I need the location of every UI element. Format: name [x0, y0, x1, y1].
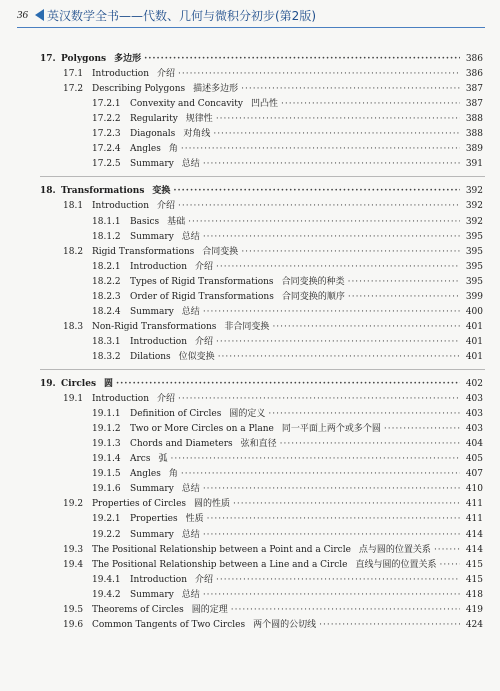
toc-entry-title: Non-Rigid Transformations — [92, 321, 217, 332]
toc-entry[interactable] — [0, 157, 500, 172]
toc-entry-page: 415 — [465, 559, 483, 570]
toc-entry[interactable] — [0, 350, 500, 365]
toc-entry[interactable] — [0, 142, 500, 157]
dot-leader — [319, 618, 460, 633]
toc-entry[interactable] — [0, 588, 500, 603]
toc-entry-number: 17. — [40, 54, 56, 64]
dot-leader — [281, 97, 460, 112]
toc-entry-page: 395 — [465, 231, 483, 242]
dot-leader — [144, 52, 460, 67]
toc-entry-title-zh: 介绍 — [157, 394, 176, 405]
toc-entry-number: 19.4.1 — [92, 574, 121, 585]
toc-entry[interactable] — [0, 127, 500, 142]
toc-entry-title-zh: 位似变换 — [178, 351, 215, 362]
toc-entry-title-zh: 规律性 — [185, 114, 213, 125]
toc-entry-number: 17.2.3 — [92, 129, 121, 140]
toc-entry-title: Summary — [130, 589, 174, 600]
toc-entry-title: Theorems of Circles — [92, 604, 184, 615]
toc-entry-number: 19.1 — [63, 394, 84, 405]
toc-entry-number: 18.2 — [63, 246, 84, 257]
dot-leader — [203, 482, 460, 497]
toc-entry-number: 19.2.1 — [92, 514, 121, 525]
toc-entry-number: 19.1.5 — [92, 469, 121, 480]
toc-entry[interactable] — [0, 452, 500, 467]
toc-entry-title: Introduction — [130, 336, 187, 347]
toc-entry-title: Summary — [130, 306, 174, 317]
toc-entry-page: 395 — [465, 246, 483, 257]
toc-entry-page: 403 — [465, 424, 483, 435]
toc-entry-title-zh: 凹凸性 — [250, 99, 278, 110]
dot-leader — [218, 350, 460, 365]
toc-entry-number: 19.1.3 — [92, 439, 121, 450]
dot-leader — [203, 588, 460, 603]
toc-entry-title-zh: 弦和直径 — [240, 439, 277, 450]
dot-leader — [231, 603, 460, 618]
dot-leader — [280, 437, 460, 452]
toc-entry-page: 410 — [465, 484, 483, 495]
toc-entry-page: 415 — [465, 574, 483, 585]
toc-entry-page: 391 — [465, 159, 483, 170]
dot-leader — [203, 305, 460, 320]
toc-entry-title: Introduction — [92, 69, 149, 80]
toc-entry-title: Diagonals — [130, 129, 176, 140]
toc-entry-title-zh: 两个圆的公切线 — [253, 619, 317, 630]
toc-entry[interactable] — [0, 377, 500, 392]
dot-leader — [216, 573, 460, 588]
toc-entry-number: 18.2.4 — [92, 306, 121, 317]
toc-entry-title-zh: 弧 — [158, 454, 168, 465]
toc-entry[interactable] — [0, 82, 500, 97]
toc-entry-page: 411 — [465, 499, 483, 510]
toc-entry[interactable] — [0, 482, 500, 497]
toc-entry-title-zh: 总结 — [181, 589, 200, 600]
toc-entry-title: The Positional Relationship between a Line and a Circle — [92, 559, 348, 570]
dot-leader — [241, 245, 460, 260]
toc-entry-page: 395 — [465, 276, 483, 287]
toc-entry-title: Chords and Diameters — [130, 439, 233, 450]
toc-entry[interactable] — [0, 97, 500, 112]
toc-entry[interactable] — [0, 260, 500, 275]
toc-entry-page: 403 — [465, 409, 483, 420]
toc-entry-number: 18.1 — [63, 201, 84, 212]
toc-entry-title-zh: 基础 — [167, 216, 186, 227]
dot-leader — [173, 184, 460, 199]
toc-entry-number: 18.2.1 — [92, 261, 121, 272]
header-rule — [17, 27, 485, 28]
toc-entry-title-zh: 合同变换的种类 — [281, 276, 345, 287]
dot-leader — [170, 452, 460, 467]
toc-entry-title: Common Tangents of Two Circles — [92, 619, 246, 630]
toc-entry-title: Definition of Circles — [130, 409, 222, 420]
toc-entry-page: 418 — [465, 589, 483, 600]
toc-entry-page: 403 — [465, 394, 483, 405]
toc-entry-page: 392 — [465, 186, 483, 197]
chapter-separator — [40, 176, 485, 177]
toc-entry[interactable] — [0, 245, 500, 260]
dot-leader — [203, 528, 460, 543]
toc-entry-number: 17.1 — [63, 69, 84, 80]
toc-entry[interactable] — [0, 392, 500, 407]
toc-entry-number: 17.2 — [63, 84, 84, 95]
toc-entry-title: Introduction — [130, 574, 187, 585]
toc-entry-title-zh: 描述多边形 — [193, 84, 239, 95]
toc-entry-number: 19.2.2 — [92, 529, 121, 540]
toc-entry-title: Summary — [130, 529, 174, 540]
toc-entry-title-zh: 非合同变换 — [224, 321, 270, 332]
toc-entry-title-zh: 圆的定理 — [191, 604, 228, 615]
toc-entry-page: 405 — [465, 454, 483, 465]
toc-entry-title: Summary — [130, 231, 174, 242]
toc-entry[interactable] — [0, 497, 500, 512]
dot-leader — [384, 422, 460, 437]
toc-entry-page: 401 — [465, 321, 483, 332]
dot-leader — [272, 320, 460, 335]
toc-entry-number: 19.1.4 — [92, 454, 121, 465]
toc-entry-page: 388 — [465, 129, 483, 140]
toc-entry-title: Rigid Transformations — [92, 246, 195, 257]
dot-leader — [434, 543, 460, 558]
toc-entry[interactable] — [0, 184, 500, 199]
running-header — [0, 0, 500, 34]
toc-entry-title-zh: 介绍 — [195, 261, 214, 272]
toc-entry-page: 414 — [465, 544, 483, 555]
toc-entry-number: 19.3 — [63, 544, 84, 555]
toc-entry-title-zh: 角 — [168, 469, 178, 480]
toc-entry[interactable] — [0, 512, 500, 527]
toc-entry[interactable] — [0, 290, 500, 305]
toc-entry-page: 388 — [465, 114, 483, 125]
toc-entry[interactable] — [0, 573, 500, 588]
dot-leader — [348, 275, 460, 290]
toc-entry[interactable] — [0, 112, 500, 127]
toc-entry-page: 404 — [465, 439, 483, 450]
toc-entry[interactable] — [0, 528, 500, 543]
toc-entry[interactable] — [0, 618, 500, 633]
toc-entry-number: 19.4.2 — [92, 589, 121, 600]
toc-entry-title-zh: 总结 — [181, 159, 200, 170]
toc-entry-number: 18.2.2 — [92, 276, 121, 287]
toc-entry[interactable] — [0, 437, 500, 452]
dot-leader — [188, 215, 460, 230]
toc-entry[interactable] — [0, 335, 500, 350]
toc-entry-title: Transformations — [61, 186, 145, 197]
toc-entry-page: 414 — [465, 529, 483, 540]
dot-leader — [216, 112, 460, 127]
toc-entry-page: 411 — [465, 514, 483, 525]
toc-entry-title: Introduction — [130, 261, 187, 272]
toc-entry-title-zh: 对角线 — [183, 129, 211, 140]
toc-entry-page: 387 — [465, 99, 483, 110]
book-title: 英汉数学全书——代数、几何与微积分初步(第2版) — [47, 9, 316, 23]
dot-leader — [203, 230, 460, 245]
toc-entry-number: 17.2.4 — [92, 144, 121, 155]
toc-entry[interactable] — [0, 275, 500, 290]
toc-entry-title: Types of Rigid Transformations — [130, 276, 274, 287]
toc-entry-title-zh: 角 — [168, 144, 178, 155]
toc-entry-title-zh: 总结 — [181, 529, 200, 540]
toc-entry-number: 19.1.6 — [92, 484, 121, 495]
toc-entry-page: 392 — [465, 216, 483, 227]
toc-entry-title-zh: 点与圆的位置关系 — [358, 544, 431, 555]
toc-entry-page: 407 — [465, 469, 483, 480]
dot-leader — [116, 377, 460, 392]
toc-entry-title-zh: 介绍 — [195, 336, 214, 347]
toc-entry-number: 19.5 — [63, 604, 84, 615]
toc-entry[interactable] — [0, 67, 500, 82]
toc-entry-title: Properties of Circles — [92, 499, 187, 510]
toc-entry-page: 402 — [465, 379, 483, 389]
toc-entry[interactable] — [0, 215, 500, 230]
dot-leader — [213, 127, 460, 142]
toc-entry-page: 400 — [465, 306, 483, 317]
toc-entry[interactable] — [0, 407, 500, 422]
toc-entry-page: 389 — [465, 144, 483, 155]
dot-leader — [181, 467, 460, 482]
dot-leader — [207, 512, 460, 527]
toc-entry-number: 18.3 — [63, 321, 84, 332]
dot-leader — [348, 290, 460, 305]
toc-entry[interactable] — [0, 199, 500, 214]
toc-entry-title: Summary — [130, 484, 174, 495]
toc-entry-title-zh: 介绍 — [195, 574, 214, 585]
toc-entry-number: 18. — [40, 186, 56, 197]
triangle-marker-icon — [35, 9, 44, 21]
toc-entry[interactable] — [0, 305, 500, 320]
toc-entry-number: 17.2.5 — [92, 159, 121, 170]
toc-entry-title: Polygons — [61, 54, 107, 64]
toc-entry-title-zh: 合同变换的顺序 — [281, 291, 345, 302]
toc-entry-title-zh: 性质 — [185, 514, 204, 525]
toc-entry-number: 18.2.3 — [92, 291, 121, 302]
toc-entry-page: 395 — [465, 261, 483, 272]
toc-entry-title: Describing Polygons — [92, 84, 186, 95]
toc-entry-title: Two or More Circles on a Plane — [130, 424, 274, 435]
toc-entry-number: 17.2.2 — [92, 114, 121, 125]
toc-entry-title: Arcs — [130, 454, 151, 465]
toc-entry-number: 17.2.1 — [92, 99, 121, 110]
toc-entry-page: 386 — [465, 69, 483, 80]
dot-leader — [216, 260, 460, 275]
toc-entry-number: 18.3.2 — [92, 351, 121, 362]
toc-entry-title-zh: 总结 — [181, 306, 200, 317]
toc-entry-title: Angles — [130, 144, 161, 155]
dot-leader — [178, 392, 460, 407]
toc-entry[interactable] — [0, 558, 500, 573]
dot-leader — [203, 157, 460, 172]
toc-entry-number: 19.4 — [63, 559, 84, 570]
toc-entry-page: 386 — [465, 54, 483, 64]
page-number: 36 — [17, 9, 28, 21]
toc-entry-title-zh: 总结 — [181, 484, 200, 495]
toc-entry[interactable] — [0, 320, 500, 335]
dot-leader — [268, 407, 460, 422]
toc-entry-title-zh: 圆 — [104, 379, 114, 389]
toc-entry-title: Dilations — [130, 351, 171, 362]
toc-entry[interactable] — [0, 543, 500, 558]
toc-entry-title: Basics — [130, 216, 160, 227]
toc-entry-title-zh: 变换 — [152, 186, 171, 197]
dot-leader — [233, 497, 460, 512]
toc-entry[interactable] — [0, 467, 500, 482]
toc-entry-page: 399 — [465, 291, 483, 302]
toc-entry-title-zh: 合同变换 — [202, 246, 239, 257]
toc-entry-title: Circles — [61, 379, 97, 389]
toc-entry-page: 401 — [465, 336, 483, 347]
toc-entry-title: Summary — [130, 159, 174, 170]
toc-entry-number: 19.6 — [63, 619, 84, 630]
toc-entry-title-zh: 圆的性质 — [194, 499, 231, 510]
toc-entry-title-zh: 圆的定义 — [229, 409, 266, 420]
toc-entry-title-zh: 同一平面上两个或多个圆 — [281, 424, 381, 435]
toc-entry-title-zh: 总结 — [181, 231, 200, 242]
toc-entry-page: 387 — [465, 84, 483, 95]
toc-entry-page: 401 — [465, 351, 483, 362]
toc-entry-page: 419 — [465, 604, 483, 615]
toc-entry[interactable] — [0, 422, 500, 437]
toc-entry-title: Introduction — [92, 394, 149, 405]
dot-leader — [181, 142, 460, 157]
toc-entry-title: Regularity — [130, 114, 178, 125]
toc-entry-title-zh: 直线与圆的位置关系 — [355, 559, 437, 570]
toc-entry-number: 19.1.1 — [92, 409, 121, 420]
dot-leader — [440, 558, 460, 573]
toc-entry-title: Order of Rigid Transformations — [130, 291, 274, 302]
toc-entry-title: Convexity and Concavity — [130, 99, 243, 110]
chapter-separator — [40, 369, 485, 370]
dot-leader — [216, 335, 460, 350]
toc-entry-number: 18.3.1 — [92, 336, 121, 347]
toc-entry-title-zh: 介绍 — [157, 201, 176, 212]
toc-entry[interactable] — [0, 230, 500, 245]
dot-leader — [178, 67, 460, 82]
toc-entry-title-zh: 多边形 — [114, 54, 142, 64]
toc-entry[interactable] — [0, 603, 500, 618]
toc-entry-number: 18.1.2 — [92, 231, 121, 242]
dot-leader — [241, 82, 460, 97]
dot-leader — [178, 199, 460, 214]
toc-entry-title: Angles — [130, 469, 161, 480]
toc-entry-title-zh: 介绍 — [157, 69, 176, 80]
toc-entry-title: Properties — [130, 514, 178, 525]
toc-entry-page: 424 — [465, 619, 483, 630]
toc-entry-number: 19. — [40, 379, 56, 389]
toc-entry-number: 19.1.2 — [92, 424, 121, 435]
toc-entry-title: The Positional Relationship between a Point and a Circle — [92, 544, 351, 555]
toc-entry[interactable] — [0, 52, 500, 67]
toc-entry-number: 18.1.1 — [92, 216, 121, 227]
toc-entry-number: 19.2 — [63, 499, 84, 510]
toc-entry-title: Introduction — [92, 201, 149, 212]
toc-entry-page: 392 — [465, 201, 483, 212]
